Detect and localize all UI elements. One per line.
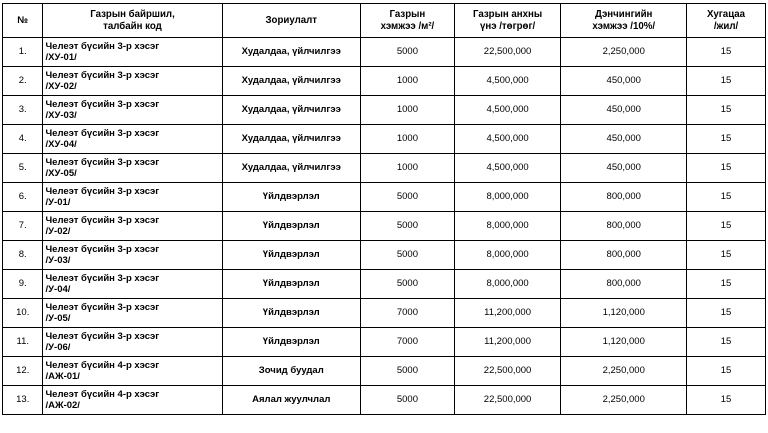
cell-location-line2: /ХУ-02/ [45, 81, 77, 92]
cell-location-line1: Челеэт бүсийн 3-р хэсэг [45, 185, 160, 197]
cell-term: 15 [687, 241, 766, 270]
table-row [3, 154, 766, 183]
column-header-term [687, 4, 766, 38]
cell-location [43, 328, 222, 357]
cell-no: 9. [3, 270, 43, 299]
cell-deposit: 800,000 [561, 212, 687, 241]
cell-location-line1: Челеэт бүсийн 3-р хэсэг [45, 243, 160, 255]
column-header-deposit-line2: хэмжээ /10%/ [592, 20, 656, 32]
column-header-location [43, 4, 222, 38]
cell-term: 15 [687, 357, 766, 386]
table-row [3, 125, 766, 154]
cell-deposit: 800,000 [561, 183, 687, 212]
cell-term: 15 [687, 386, 766, 415]
cell-purpose: Худалдаа, үйлчилгээ [222, 67, 361, 96]
cell-purpose: Үйлдвэрлэл [222, 270, 361, 299]
cell-location [43, 299, 222, 328]
cell-location-line2: /ХУ-04/ [45, 139, 77, 150]
table-row [3, 38, 766, 67]
cell-deposit: 800,000 [561, 241, 687, 270]
column-header-size-line2: хэмжээ /м²/ [380, 20, 435, 32]
table-row [3, 328, 766, 357]
cell-location-line1: Челеэт бүсийн 3-р хэсэг [45, 156, 160, 168]
cell-location [43, 386, 222, 415]
cell-deposit: 800,000 [561, 270, 687, 299]
cell-deposit: 450,000 [561, 154, 687, 183]
cell-location-line2: /У-03/ [45, 255, 71, 266]
cell-term: 15 [687, 270, 766, 299]
table-row [3, 386, 766, 415]
cell-size: 5000 [361, 183, 455, 212]
cell-no: 1. [3, 38, 43, 67]
cell-term: 15 [687, 183, 766, 212]
cell-initial-price: 8,000,000 [454, 183, 561, 212]
land-plots-table [2, 3, 766, 415]
cell-size: 7000 [361, 299, 455, 328]
cell-location-line1: Челеэт бүсийн 3-р хэсэг [45, 69, 160, 81]
cell-term: 15 [687, 67, 766, 96]
column-header-deposit-line1: Дэнчингийн [595, 9, 653, 21]
column-header-initial-price-line1: Газрын анхны [472, 9, 543, 21]
cell-initial-price: 4,500,000 [454, 125, 561, 154]
table-row [3, 299, 766, 328]
column-header-deposit [561, 4, 687, 38]
cell-initial-price: 4,500,000 [454, 67, 561, 96]
cell-location [43, 96, 222, 125]
cell-deposit: 2,250,000 [561, 386, 687, 415]
cell-no: 6. [3, 183, 43, 212]
column-header-size [361, 4, 455, 38]
cell-location-line1: Челеэт бүсийн 3-р хэсэг [45, 272, 160, 284]
cell-initial-price: 8,000,000 [454, 241, 561, 270]
cell-deposit: 2,250,000 [561, 38, 687, 67]
cell-size: 5000 [361, 38, 455, 67]
cell-location [43, 67, 222, 96]
cell-location-line2: /ХУ-03/ [45, 110, 77, 121]
cell-location [43, 38, 222, 67]
cell-purpose: Үйлдвэрлэл [222, 328, 361, 357]
cell-initial-price: 4,500,000 [454, 154, 561, 183]
cell-deposit: 450,000 [561, 96, 687, 125]
cell-location-line1: Челеэт бүсийн 4-р хэсэг [45, 359, 160, 371]
cell-term: 15 [687, 328, 766, 357]
cell-location [43, 183, 222, 212]
cell-initial-price: 4,500,000 [454, 96, 561, 125]
cell-location-line2: /У-04/ [45, 284, 71, 295]
cell-purpose: Худалдаа, үйлчилгээ [222, 38, 361, 67]
cell-size: 1000 [361, 125, 455, 154]
cell-location-line2: /У-06/ [45, 342, 71, 353]
cell-location-line2: /У-01/ [45, 197, 71, 208]
cell-no: 13. [3, 386, 43, 415]
cell-initial-price: 11,200,000 [454, 328, 561, 357]
cell-purpose: Үйлдвэрлэл [222, 299, 361, 328]
table-row [3, 212, 766, 241]
table-row [3, 183, 766, 212]
cell-size: 5000 [361, 241, 455, 270]
column-header-purpose [222, 4, 361, 38]
cell-size: 1000 [361, 96, 455, 125]
table-header-row [3, 4, 766, 38]
cell-size: 5000 [361, 357, 455, 386]
cell-no: 8. [3, 241, 43, 270]
cell-initial-price: 22,500,000 [454, 38, 561, 67]
column-header-term-line1: Хугацаа [707, 9, 746, 21]
cell-size: 5000 [361, 386, 455, 415]
cell-location-line2: /У-02/ [45, 226, 71, 237]
table-row [3, 357, 766, 386]
cell-location [43, 154, 222, 183]
column-header-initial-price [454, 4, 561, 38]
cell-initial-price: 8,000,000 [454, 270, 561, 299]
column-header-size-line1: Газрын [389, 9, 426, 21]
cell-deposit: 450,000 [561, 125, 687, 154]
cell-location-line1: Челеэт бүсийн 3-р хэсэг [45, 214, 160, 226]
cell-term: 15 [687, 38, 766, 67]
cell-size: 1000 [361, 154, 455, 183]
column-header-location-line2: талбайн код [103, 20, 162, 32]
cell-location [43, 212, 222, 241]
column-header-no [3, 4, 43, 38]
cell-initial-price: 22,500,000 [454, 357, 561, 386]
cell-term: 15 [687, 125, 766, 154]
cell-purpose: Худалдаа, үйлчилгээ [222, 125, 361, 154]
cell-location [43, 125, 222, 154]
cell-location-line2: /АЖ-02/ [45, 400, 80, 411]
cell-no: 12. [3, 357, 43, 386]
cell-location-line2: /ХУ-05/ [45, 168, 77, 179]
table-row [3, 270, 766, 299]
table-row [3, 67, 766, 96]
cell-no: 7. [3, 212, 43, 241]
cell-term: 15 [687, 299, 766, 328]
cell-purpose: Худалдаа, үйлчилгээ [222, 96, 361, 125]
cell-no: 11. [3, 328, 43, 357]
cell-deposit: 450,000 [561, 67, 687, 96]
cell-location-line1: Челеэт бүсийн 4-р хэсэг [45, 388, 160, 400]
column-header-purpose-line1: Зориулалт [265, 14, 318, 26]
table-body [3, 38, 766, 415]
cell-location-line1: Челеэт бүсийн 3-р хэсэг [45, 127, 160, 139]
column-header-location-line1: Газрын байршил, [90, 9, 175, 21]
cell-location [43, 270, 222, 299]
cell-term: 15 [687, 96, 766, 125]
cell-purpose: Үйлдвэрлэл [222, 183, 361, 212]
cell-term: 15 [687, 212, 766, 241]
column-header-initial-price-line2: үнэ /төгрөг/ [479, 20, 536, 32]
cell-initial-price: 22,500,000 [454, 386, 561, 415]
column-header-term-line2: /жил/ [713, 20, 739, 32]
cell-purpose: Худалдаа, үйлчилгээ [222, 154, 361, 183]
cell-location-line2: /АЖ-01/ [45, 371, 80, 382]
cell-deposit: 1,120,000 [561, 299, 687, 328]
cell-initial-price: 8,000,000 [454, 212, 561, 241]
table-header [3, 4, 766, 38]
cell-no: 4. [3, 125, 43, 154]
cell-purpose: Зочид буудал [222, 357, 361, 386]
cell-initial-price: 11,200,000 [454, 299, 561, 328]
cell-purpose: Үйлдвэрлэл [222, 241, 361, 270]
cell-size: 7000 [361, 328, 455, 357]
cell-location-line1: Челеэт бүсийн 3-р хэсэг [45, 98, 160, 110]
cell-no: 2. [3, 67, 43, 96]
cell-location-line1: Челеэт бүсийн 3-р хэсэг [45, 330, 160, 342]
cell-no: 10. [3, 299, 43, 328]
cell-deposit: 2,250,000 [561, 357, 687, 386]
cell-location [43, 357, 222, 386]
cell-size: 5000 [361, 212, 455, 241]
column-header-no-line1: № [17, 14, 29, 26]
cell-location-line1: Челеэт бүсийн 3-р хэсэг [45, 40, 160, 52]
cell-no: 3. [3, 96, 43, 125]
table-row [3, 96, 766, 125]
cell-purpose: Үйлдвэрлэл [222, 212, 361, 241]
cell-size: 1000 [361, 67, 455, 96]
cell-purpose: Аялал жуулчлал [222, 386, 361, 415]
cell-term: 15 [687, 154, 766, 183]
cell-location-line2: /ХУ-01/ [45, 52, 77, 63]
cell-location [43, 241, 222, 270]
cell-deposit: 1,120,000 [561, 328, 687, 357]
cell-location-line2: /У-05/ [45, 313, 71, 324]
cell-size: 5000 [361, 270, 455, 299]
cell-no: 5. [3, 154, 43, 183]
table-row [3, 241, 766, 270]
cell-location-line1: Челеэт бүсийн 3-р хэсэг [45, 301, 160, 313]
